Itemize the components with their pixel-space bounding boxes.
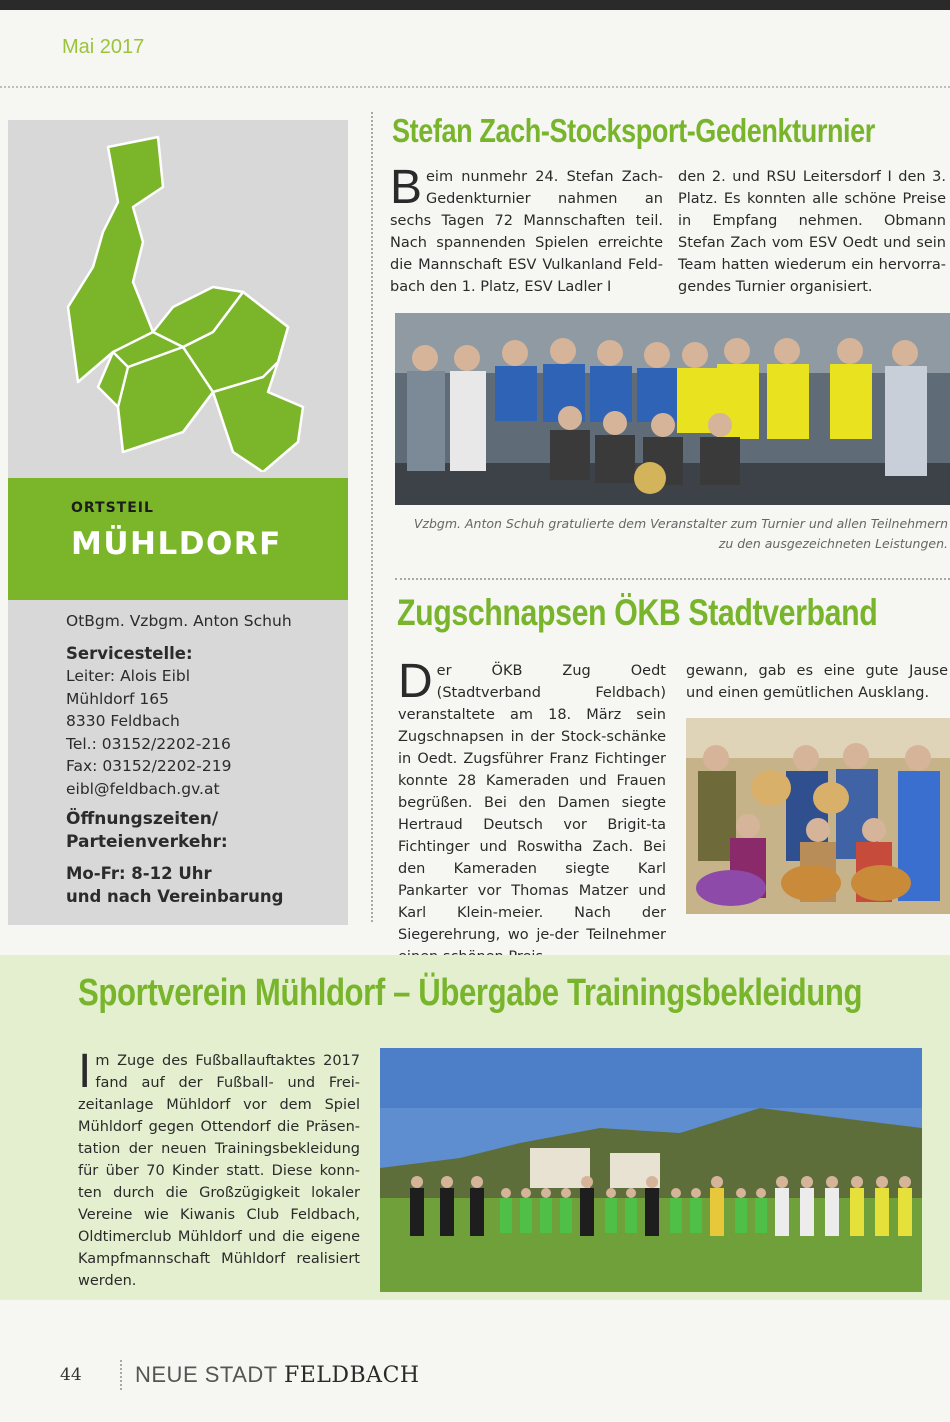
article-3-title: Sportverein Mühldorf – Übergabe Trainingsbekleidung bbox=[78, 972, 863, 1014]
district-band bbox=[8, 478, 348, 600]
mayor-name: OtBgm. Vzbgm. Anton Schuh bbox=[66, 612, 292, 630]
article-2-photo bbox=[686, 718, 950, 914]
article-3-body bbox=[78, 1045, 360, 1292]
article-1-text-1: eim nunmehr 24. Stefan Zach-Gedenkturnier nahmen an sechs Tagen 72 Mannschaften teil. Nach spannenden Spielen erreichte die Mannschaft ESV Vulkanland Feld-bach den 1. Platz, ESV Ladler I bbox=[390, 169, 663, 295]
address-line-1: Mühldorf 165 bbox=[66, 689, 169, 708]
article-separator bbox=[395, 578, 950, 580]
article-2-text-1: er ÖKB Zug Oedt (Stadtverband Feldbach) veranstaltete am 18. März sein Zugschnapsen in der Stock-schänke in Oedt. Zugsführer Franz Fichtinger konnte 28 Kameraden und Frauen begrüßen. Bei den Damen siegte Hertraud Deutsch vor Brigit-ta Fichtinger und Roswitha Zach. Bei den Kameraden siegte Karl Pankarter vor Thomas Matzer und Karl Klein-meier. Nach der Siegerehrung, wo je-der Teilnehmer bbox=[398, 663, 666, 943]
phone-line: Tel.: 03152/2202-216 bbox=[66, 734, 231, 753]
team-photo-illustration bbox=[395, 313, 950, 505]
leader-line: Leiter: Alois Eibl bbox=[66, 667, 191, 685]
article-1-caption bbox=[400, 514, 948, 554]
article-2-column-2 bbox=[686, 660, 948, 704]
article-2-column-1 bbox=[398, 655, 666, 968]
email-line: eibl@feldbach.gv.at bbox=[66, 779, 220, 798]
opening-hours-title-2: Parteienverkehr: bbox=[66, 832, 228, 852]
article-1-caption-line-1: Vzbgm. Anton Schuh gratulierte dem Veranstalter zum Turnier und allen Teilnehmern bbox=[413, 516, 948, 531]
district-name: MÜHLDORF bbox=[71, 526, 282, 562]
article-1-text-2: den 2. und RSU Leitersdorf I den 3. Platz. Es konnten alle schöne Preise in Empfang nehmen. Obmann Stefan Zach vom ESV Oedt und sein Team hatten wiederum ein hervorra-gendes Turnier organisiert. bbox=[678, 169, 946, 295]
district-map-graphic bbox=[63, 132, 313, 472]
article-1-caption-line-2: zu den ausgezeichneten Leistungen. bbox=[718, 536, 948, 551]
contact-block bbox=[66, 610, 336, 908]
opening-hours-title-1: Öffnungszeiten/ bbox=[66, 809, 219, 829]
page-number: 44 bbox=[60, 1365, 82, 1385]
article-2-dropcap: D bbox=[398, 655, 433, 708]
district-kicker: ORTSTEIL bbox=[71, 500, 154, 516]
article-3-dropcap: I bbox=[78, 1045, 92, 1098]
magazine-city: FELDBACH bbox=[283, 1363, 420, 1388]
football-team-photo-illustration bbox=[380, 1048, 922, 1292]
district-info-sidebar bbox=[8, 120, 348, 925]
opening-hours-line-1: Mo-Fr: 8-12 Uhr bbox=[66, 864, 212, 883]
article-1-photo bbox=[395, 313, 950, 505]
article-2-text-2: gewann, gab es eine gute Jause und einen gemütlichen Ausklang. bbox=[686, 663, 948, 701]
article-1-dropcap: B bbox=[390, 161, 423, 214]
award-photo-illustration bbox=[686, 718, 950, 914]
issue-date: Mai 2017 bbox=[62, 36, 145, 58]
fax-line: Fax: 03152/2202-219 bbox=[66, 757, 232, 775]
address-line-2: 8330 Feldbach bbox=[66, 712, 180, 730]
footer-divider bbox=[120, 1360, 122, 1390]
service-label: Servicestelle: bbox=[66, 643, 193, 663]
opening-hours bbox=[66, 862, 336, 908]
article-3-photo bbox=[380, 1048, 922, 1292]
column-divider bbox=[371, 112, 373, 922]
page-top-edge bbox=[0, 0, 950, 10]
article-1-title: Stefan Zach-Stocksport-Gedenkturnier bbox=[392, 112, 875, 149]
opening-hours-title bbox=[66, 808, 336, 854]
magazine-name bbox=[135, 1362, 420, 1388]
magazine-prefix: NEUE STADT bbox=[135, 1362, 284, 1387]
opening-hours-line-2: und nach Vereinbarung bbox=[66, 887, 284, 906]
article-2-title: Zugschnapsen ÖKB Stadtverband bbox=[397, 592, 878, 633]
header-divider bbox=[0, 86, 950, 88]
article-3-text: m Zuge des Fußballauftaktes 2017 fand auf der Fußball- und Frei-zeitanlage Mühldorf vor dem Spiel Mühldorf gegen Ottendorf die Präsen-tation der neuen Trainingsbekleidung für über 70 Kinder statt. Diese konn-ten durch die Großzügigkeit lokaler Vereine wie Kiwanis Club Feldbach, Oldtimerclub Mühldorf und die eigene Kampfmannschaft Mühldorf realisiert werden. bbox=[78, 1053, 360, 1289]
article-1-column-2 bbox=[678, 166, 946, 298]
article-1-column-1 bbox=[390, 161, 663, 298]
